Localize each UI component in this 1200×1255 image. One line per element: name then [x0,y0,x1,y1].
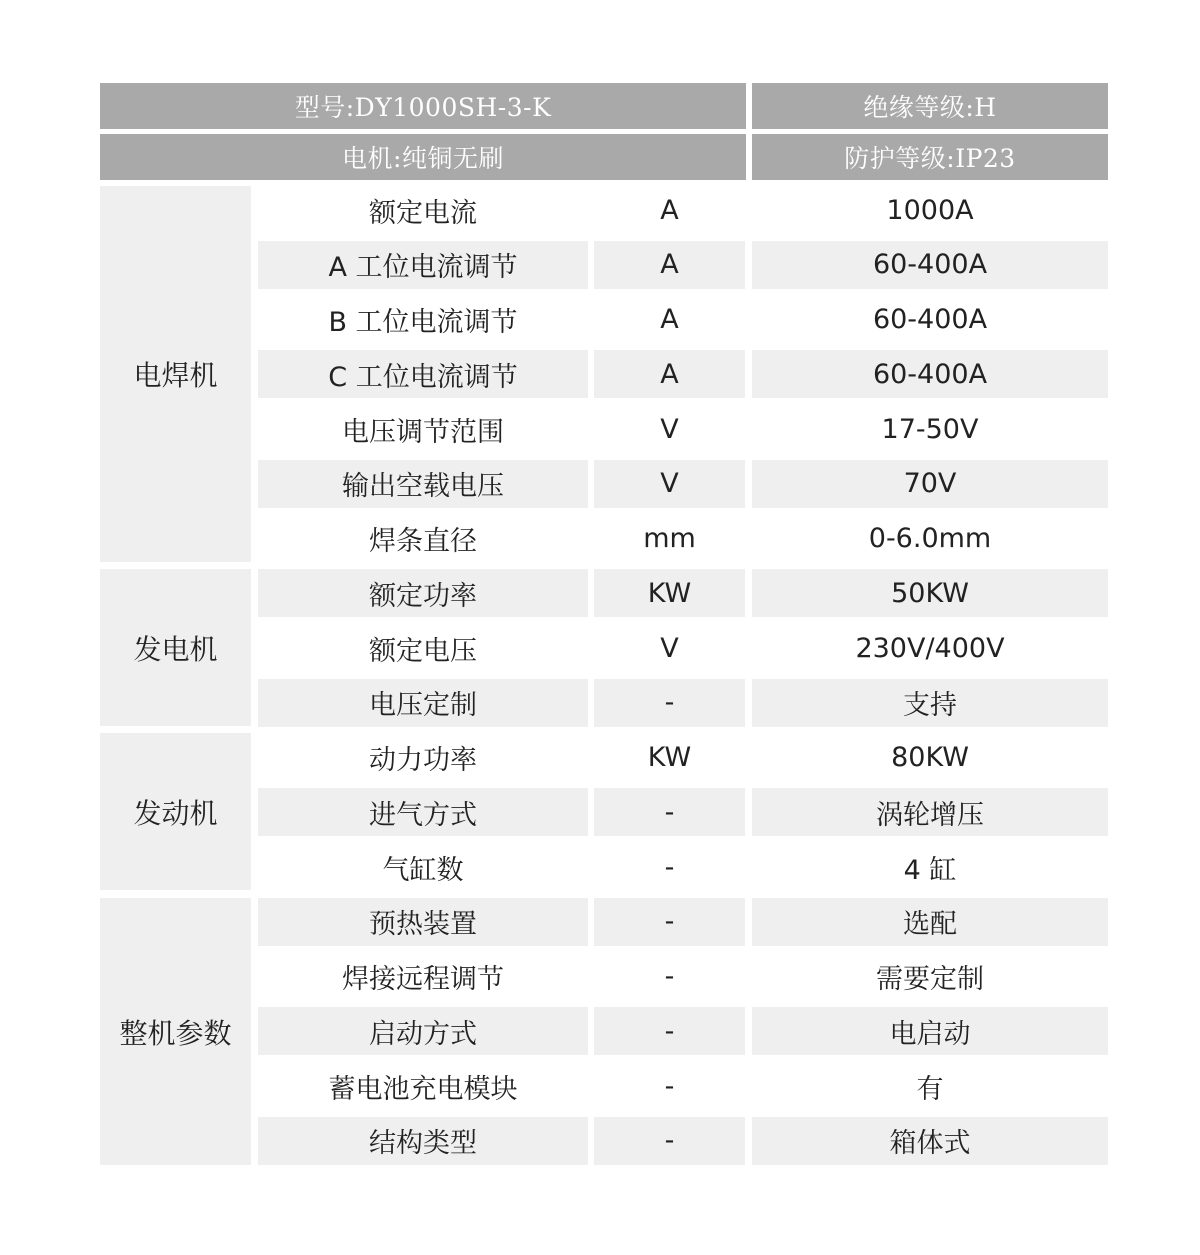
param-cell: 额定电压 [369,635,477,667]
param-cell: 启动方式 [258,1007,588,1055]
unit-cell: - [664,961,675,992]
param-cell: 输出空载电压 [258,460,588,508]
value-cell: 70V [752,460,1108,508]
value-cell: 支持 [752,679,1108,727]
param-cell: 预热装置 [258,898,588,946]
value-cell: 230V/400V [855,632,1005,664]
unit-cell: A [660,194,679,226]
unit-cell: - [664,851,675,883]
unit-cell: mm [643,523,696,554]
group-welder: 电焊机 [100,186,251,562]
param-cell: 焊条直径 [369,526,477,557]
value-cell: 需要定制 [876,964,984,995]
unit-cell: V [660,413,679,445]
value-cell: 电启动 [752,1007,1108,1055]
param-cell: 气缸数 [382,854,464,886]
param-cell: 结构类型 [258,1117,588,1165]
value-cell: 0-6.0mm [868,523,992,554]
param-cell: 焊接远程调节 [342,964,504,995]
value-cell: 60-400A [872,304,988,335]
value-cell: 选配 [752,898,1108,946]
model-header: 型号:DY1000SH-3-K [100,83,746,129]
unit-cell: - [594,788,745,836]
group-machine: 整机参数 [100,898,251,1165]
value-cell: 1000A [886,194,974,226]
value-cell: 80KW [891,742,969,773]
param-cell: 电压定制 [258,679,588,727]
param-cell: 额定电流 [369,197,477,229]
param-cell: 蓄电池充电模块 [328,1073,518,1105]
unit-cell: KW [594,569,745,617]
unit-cell: A [660,304,679,335]
unit-cell: - [594,898,745,946]
unit-cell: A [594,350,745,398]
value-cell: 17-50V [881,413,979,445]
param-cell: 进气方式 [258,788,588,836]
value-cell: 4 缸 [903,854,957,886]
param-cell: B 工位电流调节 [328,307,518,338]
param-cell: A 工位电流调节 [258,241,588,289]
value-cell: 有 [916,1073,944,1105]
param-cell: 额定功率 [258,569,588,617]
insulation-header: 绝缘等级:H [752,83,1108,129]
unit-cell: V [594,460,745,508]
param-cell: C 工位电流调节 [258,350,588,398]
unit-cell: - [594,1007,745,1055]
param-cell: 动力功率 [369,745,477,776]
unit-cell: KW [647,742,692,773]
value-cell: 60-400A [752,241,1108,289]
unit-cell: - [664,1070,675,1102]
unit-cell: V [660,632,679,664]
group-generator: 发电机 [100,569,251,726]
value-cell: 50KW [752,569,1108,617]
motor-header: 电机:纯铜无刷 [100,134,746,180]
group-engine: 发动机 [100,733,251,890]
protection-header: 防护等级:IP23 [752,134,1108,180]
unit-cell: - [594,679,745,727]
value-cell: 60-400A [752,350,1108,398]
unit-cell: - [594,1117,745,1165]
unit-cell: A [594,241,745,289]
value-cell: 箱体式 [752,1117,1108,1165]
value-cell: 涡轮增压 [752,788,1108,836]
param-cell: 电压调节范围 [342,416,504,448]
